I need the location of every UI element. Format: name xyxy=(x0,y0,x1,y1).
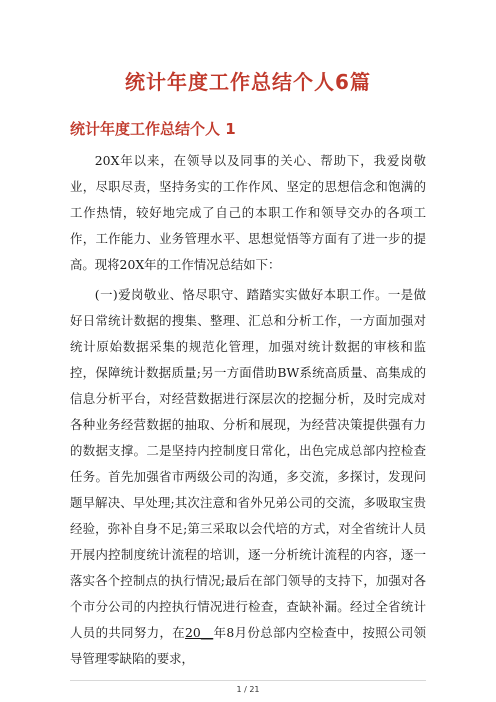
fill-in-blank: 20__ xyxy=(185,625,214,640)
body-paragraph-2 xyxy=(70,282,426,672)
footer-divider xyxy=(70,680,426,681)
page-footer xyxy=(0,680,496,702)
document-title: 统计年度工作总结个人6篇 xyxy=(125,70,371,94)
page-number: 1 / 21 xyxy=(236,685,260,694)
section-heading: 统计年度工作总结个人 1 xyxy=(70,120,236,138)
paragraph-2-text-b: 年8月份总部内空检查中，按照公司领导管理零缺陷的要求， xyxy=(70,625,427,666)
paragraph-2-text-a: (一)爱岗敬业、恪尽职守、踏踏实实做好本职工作。一是做好日常统计数据的搜集、整理、汇总和分析工作，一方面加强对统计原始数据采集的规范化管理，加强对统计数据的审核和监控，保障统计数据质量;另一方面借助BW系统高质量、高集成的信息分析平台，对经营数据进行深层次的挖掘分析，及时完成对各种业务经营数据的抽取、分析和展现，为经营决策提供强有力的数据支撑。二是坚持内控制度日常化，出色完成总部内控检查任务。首先加强省市两级公司的沟通，多交流，多探讨，发现问题早解决、早处理;其次注意和省外兄弟公司的交流，多吸取宝贵经验，弥补自身不足;第三采取以会代培的方式，对全省统计人员开展内控制度统计流程的培训，逐一分析统计流程的内容，逐一落实各个控制点的执行情况;最后在部门领导的支持下，加强对各个市分公司的内控执行情况进行检查，查缺补漏。经过全省统计人员的共同努力，在 xyxy=(70,287,426,640)
body-paragraph-1: 20X年以来，在领导以及同事的关心、帮助下，我爱岗敬业，尽职尽责，坚持务实的工作作风、坚定的思想信念和饱满的工作热情，较好地完成了自己的本职工作和领导交办的各项工作，工作能力、业务管理水平、思想觉悟等方面有了进一步的提高。现将20X年的工作情况总结如下： xyxy=(70,153,426,272)
